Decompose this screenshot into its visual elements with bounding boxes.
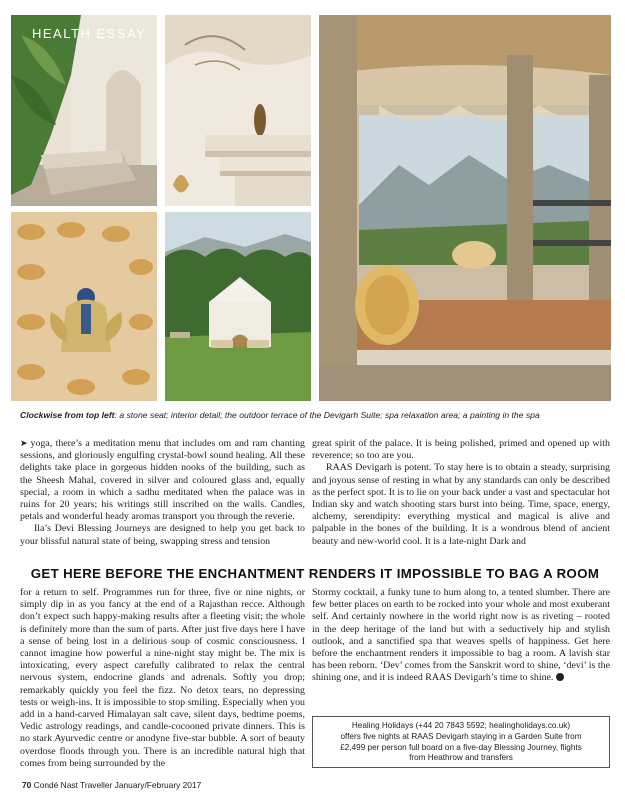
page-footer [22, 780, 201, 790]
info-box [312, 716, 610, 768]
left-column-top [20, 438, 305, 548]
caption-lead: Clockwise from top left [20, 410, 115, 420]
section-label: HEALTH ESSAY [32, 26, 147, 41]
left-bottom-paragraph: for a return to self. Programmes run for three, five or nine nights, or simply dip in as you fancy at the end of a Rajasthan recce. Although don’t expect such happy-making results after a fleeting visit; the whole is definitely more than the sum of parts. After just five days here I have a sense of being lost in a delirious soup of cosmic consciousness. I cannot imagine how powerful a nine-night stay might be. The mix is intoxicating, every aspect carefully calibrated to relax the central nervous system, endocrine glands and adrenals. Softly you drop; remarkably quickly you feel the fizz. No detox tears, no depressing tests or weigh-ins. It is impossible to stop smiling. Especially when you add in a hand-carved Himalayan salt cave, silent days, bedtime poems, Vedic astrology readings, and candle-cocooned private dinners. This is no stark Ayurvedic centre or anodyne five-star bubble. A sort of beauty overdose floods through you. There is an incredible natural high that comes from being surrounded by the [20, 587, 305, 769]
right-top-paragraph-1: great spirit of the palace. It is being polished, primed and opened up with reverence; so too are you. [312, 438, 610, 462]
photo-spa-painting [11, 212, 157, 401]
photo-spa-relaxation [165, 212, 311, 401]
right-column-bottom [312, 587, 610, 685]
info-line-3: £2,499 per person full board on a five-day Blessing Journey, flights [340, 742, 582, 752]
end-mark-icon [556, 673, 564, 681]
photo-devigarh-terrace [319, 15, 611, 401]
right-top-paragraph-2: RAAS Devigarh is potent. To stay here is to obtain a steady, surprising and joyous sense of resting in what by any standards can only be described as the perfect spot. It is to lie on your back under a vast and spectacular hot Indian sky and watch shooting stars burst into being. Time, space, energy, alchemy, serendipity: everything mystical and magical is alive and palpable in the bones of the building. It is a wondrous blend of ancient beauty and new-world cool. It is a late-night Dark and [312, 462, 610, 547]
caption-text: : a stone seat; interior detail; the outdoor terrace of the Devigarh Suite; spa relaxation area; a painting in the spa [114, 410, 540, 420]
arrow-right-icon: ➤ [20, 439, 28, 449]
photo-stone-seat [11, 15, 157, 206]
info-line-2: offers five nights at RAAS Devigarh staying in a Garden Suite from [340, 731, 582, 741]
left-column-bottom [20, 587, 305, 770]
page-number: 70 [22, 780, 32, 790]
left-top-paragraph-1: yoga, there’s a meditation menu that includes om and ram chanting sessions, and gloriously engulfing crystal-bowl sound healing. All these delights take place in gorgeous hidden nooks of the building, such as the Sheesh Mahal, covered in silver and coloured glass and, equally special, a room in which a sadhu meditated when the palace was in ruins for 20 years; his writings still inscribed on the walls. Candles, petals and wonderful heady aromas transport you through the reverie. [20, 438, 305, 523]
photo-interior-detail [165, 15, 311, 206]
photo-caption [20, 410, 610, 420]
info-line-4: from Heathrow and transfers [409, 753, 513, 763]
left-top-paragraph-2: Ila’s Devi Blessing Journeys are designed to help you get back to your blissful natural state of being, swapping stress and tension [20, 523, 305, 547]
issue-date: January/February 2017 [114, 780, 202, 790]
magazine-name: Condé Nast Traveller [33, 780, 113, 790]
pull-quote: GET HERE BEFORE THE ENCHANTMENT RENDERS IT IMPOSSIBLE TO BAG A ROOM [30, 566, 600, 581]
info-line-1: Healing Holidays (+44 20 7843 5592; healingholidays.co.uk) [351, 721, 571, 730]
right-column-top [312, 438, 610, 548]
right-bottom-paragraph: Stormy cocktail, a funky tune to hum along to, a tented slumber. There are few better places on earth to be rocked into your whole and most exuberant self. And certainly nowhere in the world right now is as riveting – rooted in the deep heritage of the land but with a seductively hip and stylish outlook, and a sanctified spa that weaves spells of happiness. Get here before the enchantment renders it impossible to bag a room. A lavish star has been reborn. ‘Dev’ comes from the Sanskrit word to shine, ‘devi’ is the shining one, and it is indeed RAAS Devigarh’s time to shine. [312, 587, 610, 684]
